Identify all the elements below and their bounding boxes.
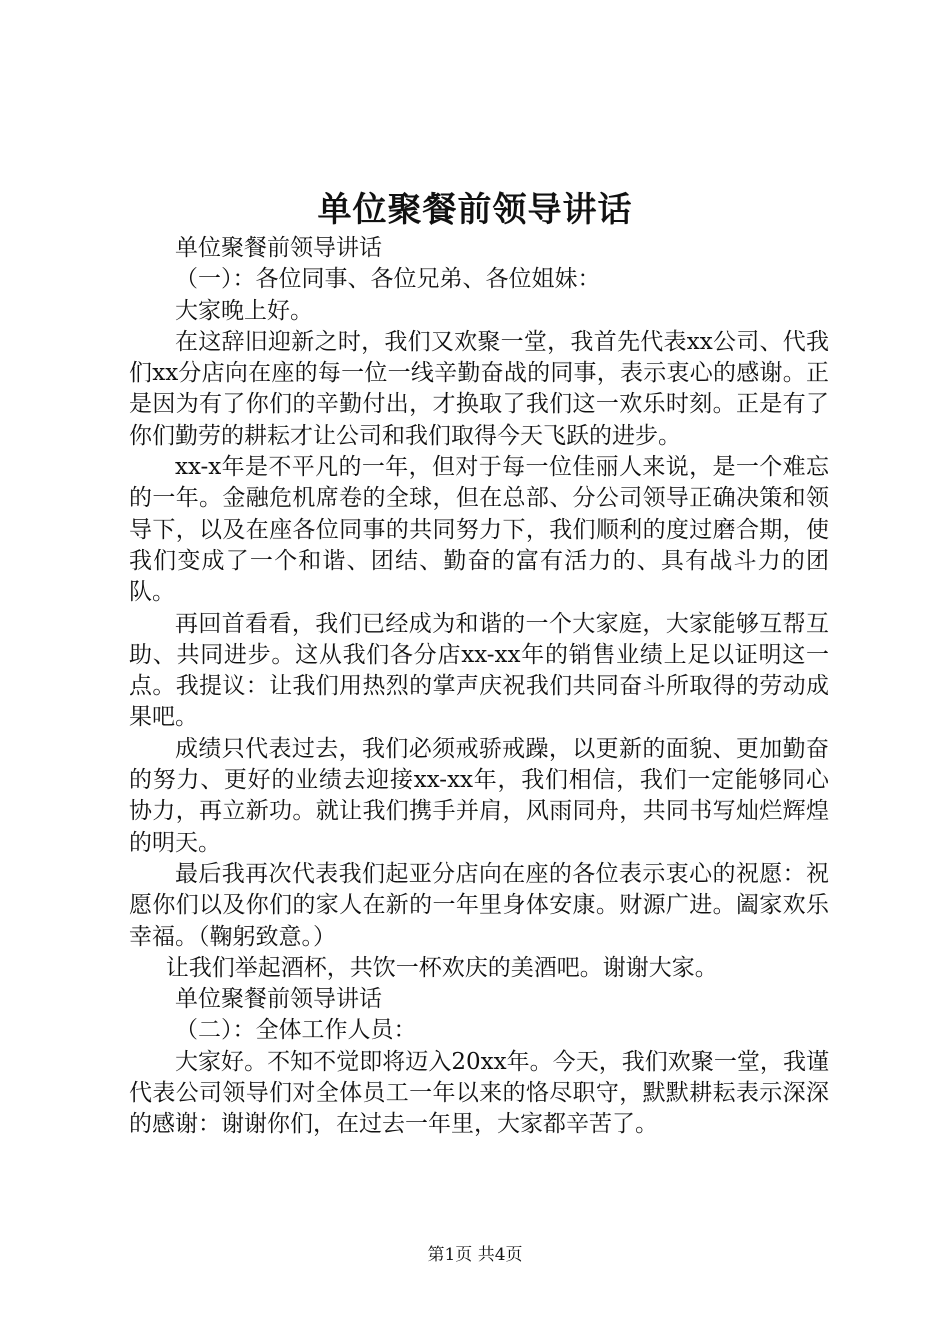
paragraph: 大家晚上好。 (175, 297, 313, 324)
paragraph: 让我们举起酒杯，共饮一杯欢庆的美酒吧。谢谢大家。 (165, 954, 718, 981)
paragraph: （二）：全体工作人员： (175, 1017, 417, 1044)
paragraph: 单位聚餐前领导讲话 (175, 986, 382, 1013)
paragraph: 大家好。不知不觉即将迈入20xx年。今天，我们欢聚一堂，我谨代表公司领导们对全体员工一年以来的恪尽职守，默默耕耘表示深深的感谢：谢谢你们，在过去一年里，大家都辛苦了。 (129, 1048, 829, 1138)
paragraph: 单位聚餐前领导讲话 (175, 235, 382, 261)
paragraph: 最后我再次代表我们起亚分店向在座的各位表示衷心的祝愿：祝愿你们以及你们的家人在新的一年里身体安康。财源广进。阖家欢乐幸福。（鞠躬致意。） (129, 860, 829, 950)
paragraph: （一）：各位同事、各位兄弟、各位姐妹： (175, 266, 601, 293)
paragraph: 再回首看看，我们已经成为和谐的一个大家庭，大家能够互帮互助、共同进步。这从我们各分店xx-xx年的销售业绩上足以证明这一点。我提议：让我们用热烈的掌声庆祝我们共同奋斗所取得的劳动成果吧。 (129, 610, 829, 731)
paragraph: 成绩只代表过去，我们必须戒骄戒躁，以更新的面貌、更加勤奋的努力、更好的业绩去迎接xx-xx年，我们相信，我们一定能够同心协力，再立新功。就让我们携手并肩，风雨同舟，共同书写灿烂辉煌的明天。 (129, 735, 829, 856)
page-footer: 第1页 共4页 (427, 1245, 523, 1265)
paragraph: 在这辞旧迎新之时，我们又欢聚一堂，我首先代表xx公司、代我们xx分店向在座的每一位一线辛勤奋战的同事，表示衷心的感谢。正是因为有了你们的辛勤付出，才换取了我们这一欢乐时刻。正是有了你们勤劳的耕耘才让公司和我们取得今天飞跃的进步。 (129, 328, 829, 449)
paragraph: xx-x年是不平凡的一年，但对于每一位佳丽人来说，是一个难忘的一年。金融危机席卷的全球，但在总部、分公司领导正确决策和领导下，以及在座各位同事的共同努力下，我们顺利的度过磨合期，使我们变成了一个和谐、团结、勤奋的富有活力的、具有战斗力的团队。 (129, 454, 829, 606)
document-body (129, 233, 829, 1141)
document-title: 单位聚餐前领导讲话 (317, 190, 633, 230)
